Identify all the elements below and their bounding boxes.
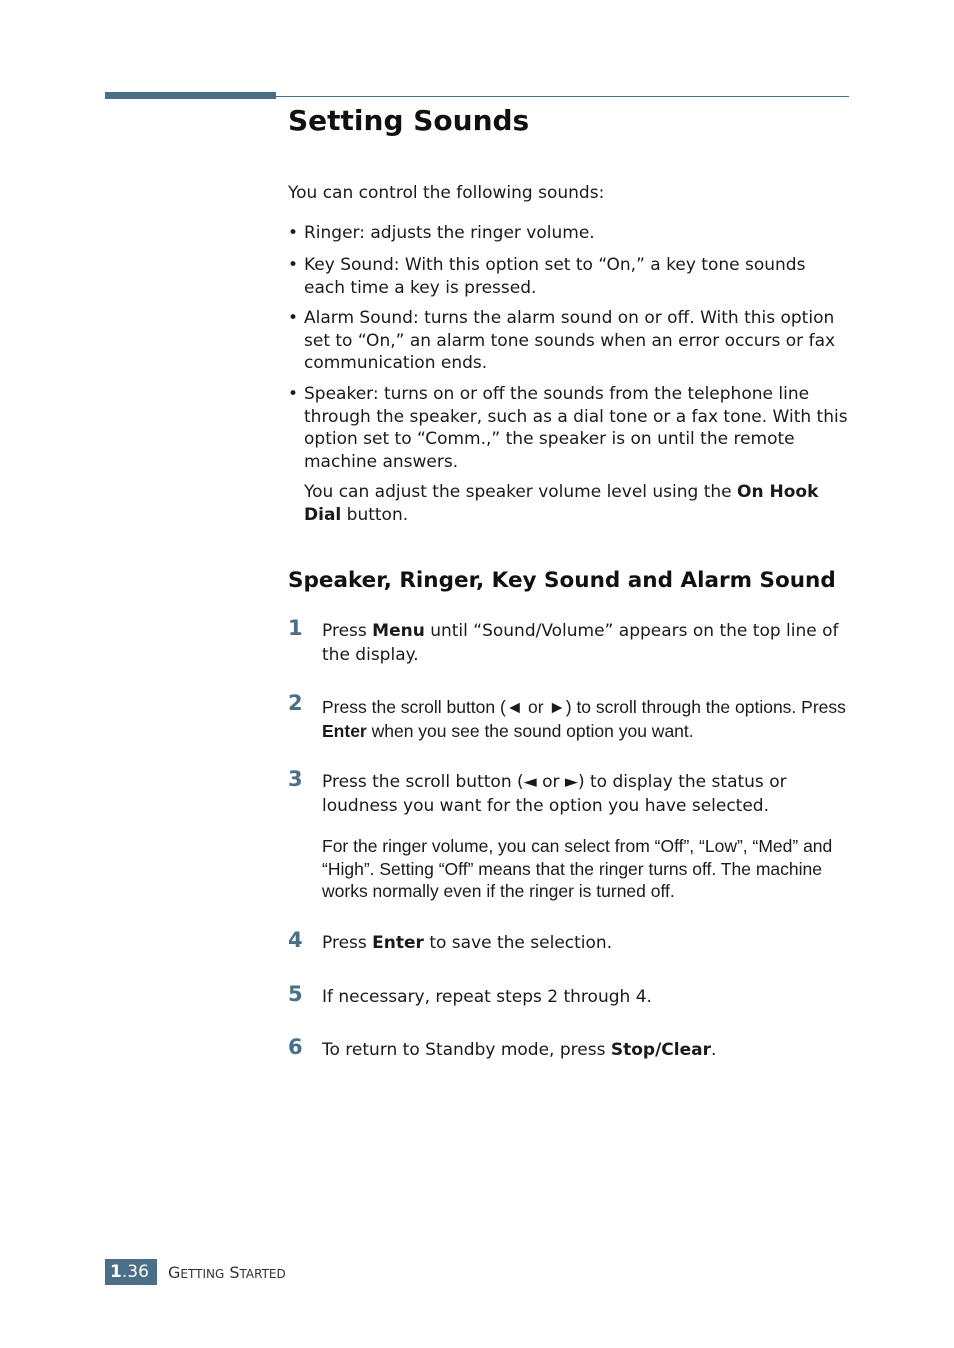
step-text-part: . — [710, 1040, 717, 1060]
step-text-part: until “Sound/Volume” appears on the top line of the display. — [322, 621, 839, 665]
speaker-volume-note — [304, 481, 852, 526]
bullet-text: Speaker: turns on or off the sounds from the telephone line through the speaker, such as a dial tone or a fax tone. With this option set to “Comm.,” the speaker is on until the remote machine answers. — [304, 384, 848, 472]
page-number-badge — [105, 1259, 157, 1285]
bullet-marker: • — [288, 223, 299, 243]
bullet-key-sound — [288, 254, 850, 299]
step-text-part: Press the scroll button (◄ or ►) to scroll through the options. Press — [322, 697, 846, 717]
on-hook-dial-label: On Hook Dial — [304, 482, 819, 525]
section-heading: Speaker, Ringer, Key Sound and Alarm Sound — [288, 568, 836, 593]
step-1 — [288, 616, 850, 667]
section-name: GETTING STARTED — [168, 1263, 286, 1282]
header-rule — [276, 96, 849, 97]
step-text-part: Press — [322, 621, 373, 641]
enter-button-label: Enter — [372, 933, 424, 953]
intro-text: You can control the following sounds: — [288, 183, 605, 203]
step-text-part: Press — [322, 933, 373, 953]
step-text-part: to save the selection. — [423, 933, 613, 953]
stop-clear-button-label: Stop/Clear — [610, 1040, 711, 1060]
bullet-alarm-sound — [288, 307, 850, 375]
step-text-part: when you see the sound option you want. — [366, 721, 694, 741]
bullet-marker: • — [288, 255, 299, 275]
step-text-part: To return to Standby mode, press — [322, 1040, 611, 1060]
step-number: 5 — [288, 982, 303, 1006]
step-text — [322, 620, 850, 667]
bullet-marker: • — [288, 384, 299, 404]
note-text: button. — [341, 504, 409, 525]
chapter-number: 1 — [110, 1262, 122, 1282]
step-4 — [288, 928, 850, 956]
enter-button-label: Enter — [322, 721, 367, 741]
bullet-speaker — [288, 383, 850, 473]
step-number: 6 — [288, 1035, 303, 1059]
bullet-marker: • — [288, 308, 299, 328]
bullet-text: Key Sound: With this option set to “On,” a key tone sounds each time a key is pressed. — [304, 255, 806, 298]
menu-button-label: Menu — [372, 621, 425, 641]
step-2 — [288, 691, 850, 743]
page-number: .36 — [121, 1262, 149, 1282]
step-5 — [288, 982, 850, 1010]
step-6 — [288, 1035, 850, 1063]
step-text: Press the scroll button (◄ or ►) to display the status or loudness you want for the option you have selected. — [322, 772, 787, 816]
bullet-ringer — [288, 222, 850, 245]
page-title: Setting Sounds — [288, 104, 530, 137]
step-number: 1 — [288, 616, 303, 640]
step-text — [322, 932, 850, 956]
step-text — [322, 1039, 850, 1063]
note-text: You can adjust the speaker volume level using the — [304, 482, 738, 502]
header-rule-accent — [105, 92, 276, 99]
step-text: If necessary, repeat steps 2 through 4. — [322, 987, 652, 1007]
step-number: 3 — [288, 767, 303, 791]
step-text — [322, 695, 850, 743]
step-3 — [288, 767, 850, 818]
step-number: 4 — [288, 928, 303, 952]
bullet-text: Alarm Sound: turns the alarm sound on or off. With this option set to “On,” an alarm tone sounds when an error occurs or fax communication ends. — [304, 308, 836, 373]
step-number: 2 — [288, 691, 303, 715]
ringer-volume-note: For the ringer volume, you can select from “Off”, “Low”, “Med” and “High”. Setting “Off” means that the ringer turns off. The machine works normally even if the ringer is turned off. — [322, 836, 833, 901]
bullet-text: Ringer: adjusts the ringer volume. — [304, 223, 595, 243]
